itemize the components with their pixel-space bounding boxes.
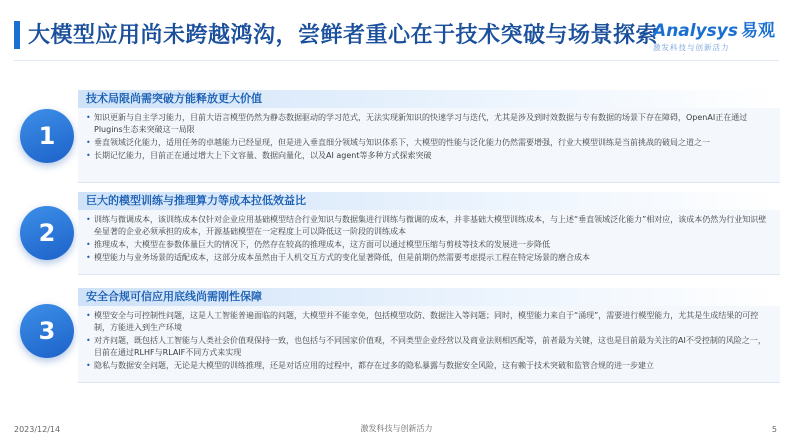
section-number-badge: 3 (20, 304, 74, 358)
section-body (78, 108, 780, 183)
section-heading: 安全合规可信应用底线尚需刚性保障 (78, 288, 780, 306)
list-item: • 模型能力与业务场景的适配成本，这部分成本虽然由于人机交互方式的变化显著降低，但是前期仍然需要考虑提示工程在特定场景的磨合成本 (94, 252, 770, 264)
list-item: • 推理成本，大模型在参数体量巨大的情况下，仍然存在较高的推理成本，这方面可以通过模型压缩与剪枝等技术的发展进一步降低 (94, 239, 770, 251)
logo-text-en: Analysys (653, 21, 738, 41)
list-item: • 长期记忆能力，目前正在通过增大上下文容量、数据向量化，以及AI agent等多种方式探索突破 (94, 150, 770, 162)
section-3 (20, 288, 780, 380)
section-heading: 技术局限尚需突破方能释放更大价值 (78, 90, 780, 108)
logo-slogan: 激发科技与创新活力 (653, 43, 730, 52)
footer-slogan: 激发科技与创新活力 (360, 424, 433, 433)
header-divider (14, 60, 779, 61)
section-body (78, 210, 780, 275)
section-number-badge: 2 (20, 206, 74, 260)
list-item: • 垂直领域泛化能力，适用任务的卓越能力已经显现，但是进入垂直细分领域与知识体系下，大模型的性能与泛化能力仍然需要增强，行业大模型训练是当前挑战的破局之道之一 (94, 137, 770, 149)
footer-date: 2023/12/14 (14, 425, 61, 434)
page-title: 大模型应用尚未跨越鸿沟，尝鲜者重心在于技术突破与场景探索 (28, 23, 659, 48)
brand-logo (653, 16, 775, 53)
title-accent-bar (14, 21, 20, 49)
list-item: • 训练与微调成本，该训练成本仅针对企业应用基础模型结合行业知识与数据集进行训练与微调的成本，并非基础大模型训练成本，与上述“垂直领域泛化能力”相对应，该成本仍然为行业知识壁垒显著的企业必须承担的成本，开源基础模型在一定程度上可以降低这一阶段的训练成本 (94, 214, 770, 238)
section-number-badge: 1 (20, 109, 74, 163)
list-item: • 对齐问题，既包括人工智能与人类社会价值观保持一致，也包括与不同国家价值观，不同类型企业经营以及商业法则相匹配等，前者最为关键，这也是目前最为关注的AI不受控制的风险之一，目前在通过RLHF与RLAIF不同方式来实现 (94, 335, 770, 359)
section-1 (20, 90, 780, 182)
logo-wordmark (653, 16, 775, 41)
logo-text-cn: 易观 (741, 21, 775, 41)
list-item: • 隐私与数据安全问题，无论是大模型的训练推理，还是对话应用的过程中，都存在过多的隐私暴露与数据安全风险，这有赖于技术突破和监管合规的进一步建立 (94, 360, 770, 372)
section-heading: 巨大的模型训练与推理算力等成本拉低效益比 (78, 192, 780, 210)
section-body (78, 306, 780, 383)
list-item: • 知识更新与自主学习能力，目前大语言模型仍然为静态数据驱动的学习范式，无法实现新知识的快速学习与迭代，尤其是涉及到时效数据与专有数据的场景下存在障碍，OpenAI正在通过Plugins生态来突破这一局限 (94, 112, 770, 136)
page-number: 5 (771, 425, 777, 434)
list-item: • 模型安全与可控制性问题，这是人工智能普遍面临的问题，大模型并不能幸免，包括模型攻防、数据注入等问题；同时，模型能力来自于“涌现”，需要进行模型能力，尤其是生成结果的可控制，方能进入到生产环境 (94, 310, 770, 334)
section-2 (20, 192, 780, 274)
